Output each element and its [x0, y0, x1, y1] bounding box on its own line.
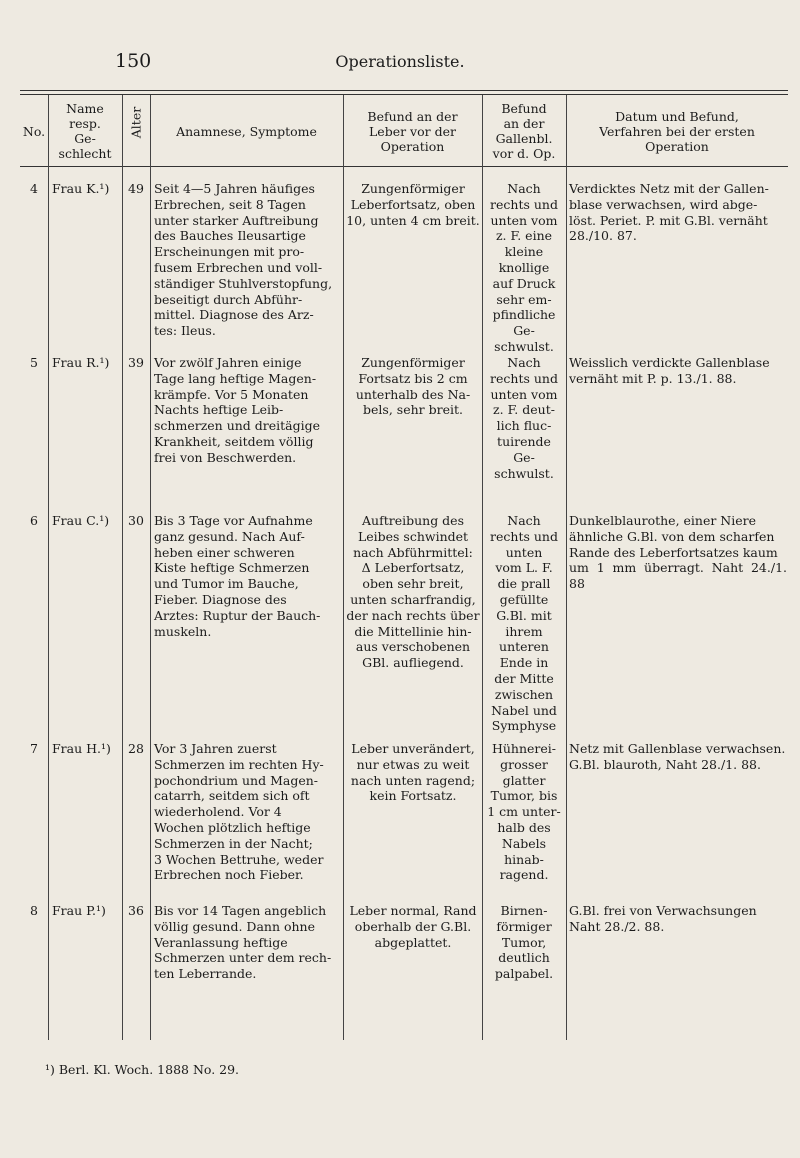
leber-line: Δ Leberfortsatz, [361, 560, 465, 576]
anamnese-line: schmerzen und dreitägige [154, 418, 321, 434]
gallenbl-line: gefüllte [499, 591, 549, 607]
datum-line: 28./10. 87. [569, 228, 637, 244]
gallenbl-line: Nach [507, 355, 541, 370]
gallenbl-line: pfindliche [492, 307, 556, 323]
gallenbl-line: schwulst. [494, 465, 554, 481]
header-name-line: schlecht [58, 146, 112, 161]
anamnese-line: ten Leberrande. [154, 966, 257, 982]
anamnese-line: Vor zwölf Jahren einige [154, 355, 302, 370]
gallenbl-line: Ge- [513, 323, 535, 339]
gallenbl-line: lich fluc- [496, 418, 552, 434]
leber-line: Auftreibung des [362, 513, 464, 528]
leber-line: 10, unten 4 cm breit. [346, 212, 480, 228]
datum-line: blase verwachsen, wird abge- [569, 196, 758, 212]
leber-line: Zungenförmiger [361, 181, 465, 196]
header-name-line: resp. [69, 116, 101, 131]
datum-line: G.Bl. blauroth, Naht 28./1. 88. [569, 756, 761, 772]
anamnese-line: Erbrechen, seit 8 Tagen [154, 196, 306, 212]
gallenbl-line: Nach [507, 513, 541, 528]
datum-line: um 1 mm überragt. Naht 24./1. 88 [569, 560, 787, 592]
gallenbl-line: unten vom [490, 386, 558, 402]
gallenbl-line: glatter [502, 772, 546, 788]
row-4-alter-cell: 36 [128, 903, 144, 918]
anamnese-line: Krankheit, seitdem völlig [154, 433, 314, 449]
gallenbl-line: halb des [497, 819, 551, 835]
gallenbl-line: Hühnerei- [491, 741, 557, 756]
gallenbl-line: knollige [498, 259, 550, 275]
anamnese-line: Seit 4—5 Jahren häufiges [154, 181, 315, 196]
anamnese-line: Erscheinungen mit pro- [154, 244, 305, 260]
anamnese-line: catarrh, seitdem sich oft [154, 788, 310, 804]
gallenbl-line: ragend. [499, 867, 549, 883]
row-0-name-cell: Frau K.¹) [52, 181, 110, 196]
row-2-leber-cell [346, 513, 480, 671]
anamnese-line: heben einer schweren [154, 544, 295, 560]
gallenbl-line: förmiger [496, 918, 552, 934]
header-leber-line: Operation [380, 138, 445, 154]
row-1-alter-cell: 39 [128, 355, 144, 370]
row-1-gallenbl-cell [484, 355, 564, 481]
row-0-gallenbl-cell [484, 181, 564, 355]
header-name [48, 97, 122, 165]
anamnese-line: ständiger Stuhlverstopfung, [154, 275, 333, 291]
gallenbl-line: Tumor, bis [490, 788, 558, 804]
anamnese-line: fusem Erbrechen und voll- [154, 259, 323, 275]
anamnese-line: Kiste heftige Schmerzen [154, 560, 310, 576]
header-rule [20, 166, 788, 167]
gallenbl-line: unteren [499, 639, 549, 655]
gallenbl-line: ihrem [505, 623, 543, 639]
header-befund-gallenbl [482, 97, 566, 165]
row-0-anamnese-cell [154, 181, 340, 339]
gallenbl-line: deutlich [498, 950, 550, 966]
row-0-no-cell: 4 [30, 181, 38, 196]
column-divider [482, 95, 483, 1040]
column-divider [343, 95, 344, 1040]
anamnese-line: völlig gesund. Dann ohne [154, 918, 315, 934]
leber-line: oberhalb der G.Bl. [354, 918, 472, 934]
leber-line: Leibes schwindet [357, 528, 469, 544]
gallenbl-line: Symphyse [491, 718, 557, 734]
datum-line: Dunkelblaurothe, einer Niere [569, 513, 757, 528]
gallenbl-line: grosser [500, 756, 548, 772]
gallenbl-line: rechts und [490, 370, 558, 386]
anamnese-line: Nachts heftige Leib- [154, 402, 284, 418]
gallenbl-line: palpabel. [494, 966, 554, 982]
row-4-name-cell: Frau P.¹) [52, 903, 106, 918]
gallenbl-line: rechts und [490, 196, 558, 212]
leber-line: Leber unverändert, [351, 741, 475, 756]
header-gallenbl-line: an der [503, 116, 545, 131]
leber-line: unterhalb des Na- [355, 386, 471, 402]
row-3-name-cell: Frau H.¹) [52, 741, 111, 756]
row-2-anamnese-cell [154, 513, 340, 639]
gallenbl-line: Nabel und [491, 702, 557, 718]
row-1-leber-cell [346, 355, 480, 418]
header-leber-line: Leber vor der [369, 123, 456, 139]
row-2-datum-cell [569, 513, 787, 592]
row-2-no-cell: 6 [30, 513, 38, 528]
header-gallenbl-line: Befund [501, 101, 547, 116]
row-2-name-cell: Frau C.¹) [52, 513, 110, 528]
gallenbl-line: Tumor, [501, 934, 547, 950]
gallenbl-line: auf Druck [492, 275, 556, 291]
header-befund-leber [343, 97, 482, 165]
row-3-gallenbl-cell [484, 741, 564, 883]
header-name-line: Ge- [74, 131, 96, 146]
row-4-gallenbl-cell [484, 903, 564, 982]
header-no: No. [22, 123, 46, 139]
header-datum [566, 97, 788, 165]
anamnese-line: Arztes: Ruptur der Bauch- [154, 607, 321, 623]
leber-line: oben sehr breit, [362, 576, 464, 592]
row-4-no-cell: 8 [30, 903, 38, 918]
datum-line: Naht 28./2. 88. [569, 918, 665, 934]
anamnese-line: Fieber. Diagnose des [154, 591, 287, 607]
anamnese-line: wiederholend. Vor 4 [154, 804, 282, 820]
gallenbl-line: sehr em- [496, 291, 552, 307]
gallenbl-line: der Mitte [494, 670, 554, 686]
gallenbl-line: G.Bl. mit [496, 607, 552, 623]
anamnese-line: Schmerzen unter dem rech- [154, 950, 332, 966]
anamnese-line: Bis 3 Tage vor Aufnahme [154, 513, 313, 528]
leber-line: Zungenförmiger [361, 355, 465, 370]
row-4-anamnese-cell [154, 903, 340, 982]
anamnese-line: und Tumor im Bauche, [154, 576, 299, 592]
header-gallenbl-line: Gallenbl. [495, 131, 553, 146]
anamnese-line: unter starker Auftreibung [154, 212, 319, 228]
row-3-alter-cell: 28 [128, 741, 144, 756]
row-2-gallenbl-cell [484, 513, 564, 734]
row-3-anamnese-cell [154, 741, 340, 883]
leber-line: der nach rechts über [346, 607, 480, 623]
running-head: Operationsliste. [335, 52, 465, 71]
row-1-anamnese-cell [154, 355, 340, 466]
gallenbl-line: die prall [497, 576, 551, 592]
leber-line: Leber normal, Rand [349, 903, 477, 918]
leber-line: abgeplattet. [374, 934, 452, 950]
row-1-datum-cell [569, 355, 787, 387]
leber-line: Fortsatz bis 2 cm [358, 370, 468, 386]
gallenbl-line: z. F. deut- [493, 402, 555, 418]
header-datum-line: Verfahren bei der ersten [599, 123, 755, 139]
gallenbl-line: Ge- [513, 449, 535, 465]
column-divider [150, 95, 151, 1040]
leber-line: Leberfortsatz, oben [350, 196, 476, 212]
gallenbl-line: hinab- [504, 851, 544, 867]
header-gallenbl-line: vor d. Op. [492, 146, 556, 161]
gallenbl-line: Birnen- [500, 903, 548, 918]
row-4-leber-cell [346, 903, 480, 950]
leber-line: bels, sehr breit. [363, 402, 463, 418]
header-alter: Alter [128, 106, 144, 139]
anamnese-line: Tage lang heftige Magen- [154, 370, 317, 386]
column-divider [122, 95, 123, 1040]
leber-line: die Mittellinie hin- [354, 623, 472, 639]
anamnese-line: krämpfe. Vor 5 Monaten [154, 386, 309, 402]
header-datum-line: Operation [645, 138, 709, 154]
row-1-no-cell: 5 [30, 355, 38, 370]
leber-line: unten scharfrandig, [350, 591, 476, 607]
anamnese-line: beseitigt durch Abführ- [154, 291, 303, 307]
row-3-no-cell: 7 [30, 741, 38, 756]
anamnese-line: tes: Ileus. [154, 323, 216, 339]
gallenbl-line: z. F. eine [495, 228, 553, 244]
leber-line: aus verschobenen [355, 639, 471, 655]
datum-line: löst. Periet. P. mit G.Bl. vernäht [569, 212, 768, 228]
leber-line: nach unten ragend; [350, 772, 476, 788]
leber-line: nur etwas zu weit [356, 756, 470, 772]
datum-line: G.Bl. frei von Verwachsungen [569, 903, 757, 918]
gallenbl-line: vom L. F. [495, 560, 553, 576]
anamnese-line: Wochen plötzlich heftige [154, 819, 311, 835]
gallenbl-line: zwischen [494, 686, 554, 702]
column-divider [566, 95, 567, 1040]
anamnese-line: Vor 3 Jahren zuerst [154, 741, 277, 756]
datum-line: Weisslich verdickte Gallenblase [569, 355, 770, 370]
header-anamnese: Anamnese, Symptome [176, 123, 317, 139]
anamnese-line: frei von Beschwerden. [154, 449, 297, 465]
row-0-datum-cell [569, 181, 787, 244]
gallenbl-line: tuirende [497, 433, 551, 449]
gallenbl-line: unten vom [490, 212, 558, 228]
header-leber-line: Befund an der [367, 108, 458, 124]
row-0-leber-cell [346, 181, 480, 228]
header-datum-line: Datum und Befund, [615, 108, 739, 124]
datum-line: Verdicktes Netz mit der Gallen- [569, 181, 769, 196]
datum-line: vernäht mit P. p. 13./1. 88. [569, 370, 737, 386]
gallenbl-line: 1 cm unter- [487, 804, 561, 820]
anamnese-line: ganz gesund. Nach Auf- [154, 528, 305, 544]
footnote: ¹) Berl. Kl. Woch. 1888 No. 29. [45, 1062, 240, 1077]
top-rule-inner [20, 94, 788, 95]
anamnese-line: Bis vor 14 Tagen angeblich [154, 903, 327, 918]
datum-line: Netz mit Gallenblase verwachsen. [569, 741, 786, 756]
top-rule [20, 90, 788, 91]
page-number: 150 [115, 50, 152, 72]
gallenbl-line: schwulst. [494, 338, 554, 354]
anamnese-line: Schmerzen im rechten Hy- [154, 756, 324, 772]
gallenbl-line: unten [505, 544, 543, 560]
datum-line: ähnliche G.Bl. von dem scharfen [569, 528, 775, 544]
row-3-leber-cell [346, 741, 480, 804]
gallenbl-line: kleine [504, 244, 544, 260]
gallenbl-line: Nabels [501, 835, 547, 851]
anamnese-line: mittel. Diagnose des Arz- [154, 307, 314, 323]
anamnese-line: des Bauches Ileusartige [154, 228, 306, 244]
row-0-alter-cell: 49 [128, 181, 144, 196]
leber-line: GBl. aufliegend. [362, 655, 464, 671]
row-3-datum-cell [569, 741, 787, 773]
row-1-name-cell: Frau R.¹) [52, 355, 110, 370]
leber-line: kein Fortsatz. [369, 788, 457, 804]
anamnese-line: muskeln. [154, 623, 212, 639]
anamnese-line: Veranlassung heftige [154, 934, 288, 950]
row-4-datum-cell [569, 903, 787, 935]
column-divider [48, 95, 49, 1040]
gallenbl-line: rechts und [490, 528, 558, 544]
header-name-line: Name [66, 101, 104, 116]
anamnese-line: pochondrium und Magen- [154, 772, 319, 788]
gallenbl-line: Ende in [499, 655, 549, 671]
gallenbl-line: Nach [507, 181, 541, 196]
anamnese-line: 3 Wochen Bettruhe, weder [154, 851, 324, 867]
leber-line: nach Abführmittel: [353, 544, 473, 560]
row-2-alter-cell: 30 [128, 513, 144, 528]
anamnese-line: Erbrechen noch Fieber. [154, 867, 304, 883]
anamnese-line: Schmerzen in der Nacht; [154, 835, 313, 851]
datum-line: Rande des Leberfortsatzes kaum [569, 544, 778, 560]
